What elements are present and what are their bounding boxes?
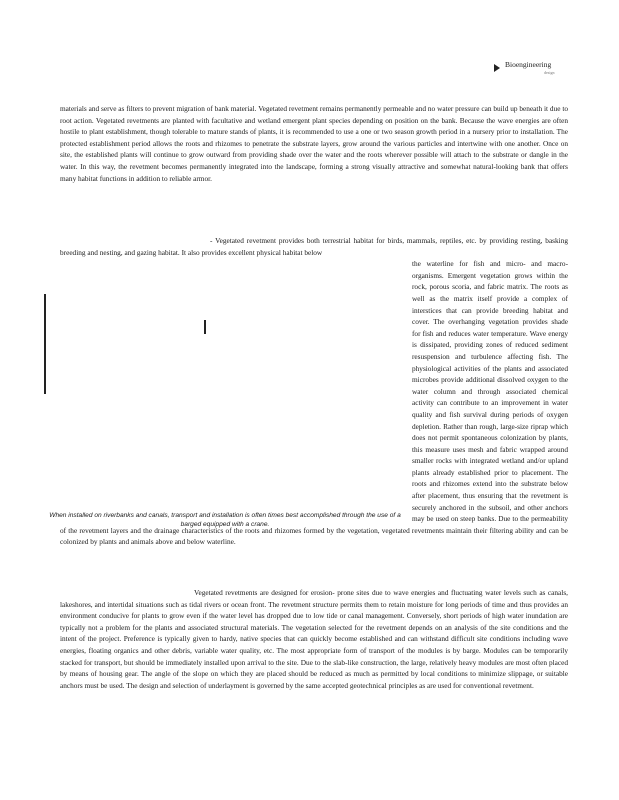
habitat-body: the waterline for fish and micro- and macro-organisms. Emergent vegetation grows within the rock, porous scoria, and fabric matrix. The roots as well as the matrix itself provide a complex of interstices that can provide breeding habitat and cover. The overhanging vegetation provides shade for fish and reduces water temperature. Wave energy is dissipated, providing zones of reduced sediment resuspension and turbulence affecting fish. The physiological activities of the plants and associated microbes provide additional dissolved oxygen to the water column and through associated chemical activity can contribute to an improvement in water quality and fish survival during periods of oxygen depletion. Rather than rough, large-size riprap which does not permit spontaneous colonization by plants, this measure uses mesh and fabric wrapped around smaller rocks with integrated wetland and/or upland plants already established prior to placement. The roots and rhizomes extend into the substrate below after placement, thus ensuring that the revetment is securely anchored in the subsoil, and other anchors may be used on steep banks. Due to the permeability of the revetment layers and the drainage characteristics of the roots and rhizomes formed by the vegetation, vegetated revetments maintain their filtering ability and can be colonized by plants and animals above and below waterline.	[60, 259, 568, 547]
paragraph-intro: materials and serve as filters to prevent migration of bank material. Vegetated revetment remains permanently permeable and no water pressure can build up beneath it due to root action. Vegetated revetments are planted with facultative and wetland emergent plant species depending on position on the bank. Because the wave energies are often hostile to plant establishment, though tolerable to mature stands of plants, it is recommended to use a one or two season growth period in a nursery prior to installation. The protected establishment period allows the roots and rhizomes to penetrate the substrate layers, grow around the various particles and intertwine with one another. Once on site, the established plants will continue to grow outward from providing shade over the water and the roots wherever possible will attach to the substrate or dangle in the water. In this way, the revetment becomes permanently integrated into the landscape, forming a strong visually attractive and somewhat natural-looking bank that offers many habitat functions in addition to reliable armor.	[60, 104, 568, 183]
paragraph-habitat	[49, 235, 568, 548]
paragraph-applications: Vegetated revetments are designed for erosion- prone sites due to wave energies and fluctuating water levels such as canals, lakeshores, and intertidal situations such as tidal rivers or ocean front. The revetment structure permits them to retain moisture for long periods of time and thus provides an environment conducive for plants to grow even if the water level has dropped due to low tide or canal management. Conversely, short periods of high water inundation are typically not a problem for the plants and associated structural materials. The vegetation selected for the revetment depends on an analysis of the site conditions and the intent of the project. Preference is typically given to hardy, native species that can quickly become established and can withstand difficult site conditions including wave energies, floating organics and other debris, variable water quality, etc. The most appropriate form of transport of the modules is by barge. Modules can be temporarily stacked for transport, but should be immediately installed upon arrival to the site. Due to the slab-like construction, the large, relatively heavy modules are most often placed by means of housing gear. The angle of the slope on which they are placed should be reduced as much as permitted by local conditions to minimize slippage, or suitable anchors must be used. The design and selection of underlayment is governed by the same accepted geotechnical principles as are used for conventional revetment.	[60, 588, 568, 690]
logo-name: Bioengineering	[505, 60, 552, 69]
bioengineering-logo	[494, 60, 576, 82]
habitat-lead: - Vegetated revetment provides both terrestrial habitat for birds, mammals, reptiles, etc. by providing resting, basking breeding and nesting, and gazing habitat. It also provides excellent physical habitat below	[60, 236, 568, 257]
figure-caption: When installed on riverbanks and canals, transport and installation is often times best accomplished through the use of a barged equipped with a crane.	[49, 512, 401, 528]
logo-subtitle: design	[544, 70, 555, 75]
photo-crane-marker	[204, 320, 206, 334]
photo-edge-marker	[44, 294, 46, 394]
barge-photo-figure	[44, 260, 406, 528]
logo-arrow-icon	[494, 64, 500, 72]
